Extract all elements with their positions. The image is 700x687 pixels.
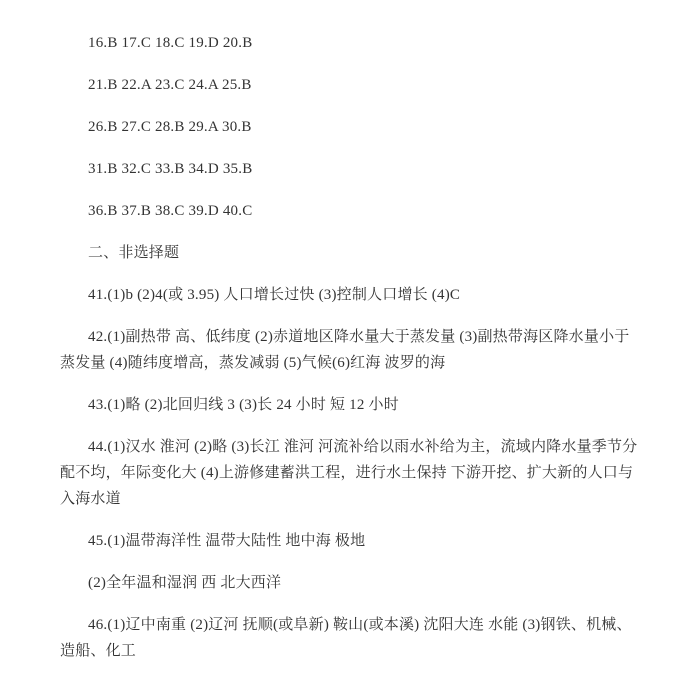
mc-answers-row-16-20: 16.B 17.C 18.C 19.D 20.B bbox=[88, 35, 253, 51]
answer-paragraph-43: 43.(1)略 (2)北回归线 3 (3)长 24 小时 短 12 小时 bbox=[88, 397, 399, 413]
answer-paragraph-46: 46.(1)辽中南重 (2)辽河 抚顺(或阜新) 鞍山(或本溪) 沈阳大连 水能 (3)钢铁、机械、造船、化工 bbox=[60, 617, 632, 659]
answer-paragraph-45-part1: 45.(1)温带海洋性 温带大陆性 地中海 极地 bbox=[88, 533, 366, 549]
answer-paragraph-44: 44.(1)汉水 淮河 (2)略 (3)长江 淮河 河流补给以雨水补给为主，流域内降水量季节分配不均，年际变化大 (4)上游修建蓄洪工程，进行水土保持 下游开挖、扩大新的人口与入海水道 bbox=[60, 439, 638, 507]
mc-answers-row-21-25: 21.B 22.A 23.C 24.A 25.B bbox=[88, 77, 252, 93]
mc-answers-row-36-40: 36.B 37.B 38.C 39.D 40.C bbox=[88, 203, 253, 219]
section-heading-non-choice: 二、非选择题 bbox=[88, 245, 180, 261]
mc-answers-row-31-35: 31.B 32.C 33.B 34.D 35.B bbox=[88, 161, 253, 177]
answer-paragraph-45-part2: (2)全年温和湿润 西 北大西洋 bbox=[88, 575, 282, 591]
answer-paragraph-41: 41.(1)b (2)4(或 3.95) 人口增长过快 (3)控制人口增长 (4)C bbox=[88, 287, 461, 303]
mc-answers-row-26-30: 26.B 27.C 28.B 29.A 30.B bbox=[88, 119, 252, 135]
answer-paragraph-42: 42.(1)副热带 高、低纬度 (2)赤道地区降水量大于蒸发量 (3)副热带海区降水量小于蒸发量 (4)随纬度增高，蒸发减弱 (5)气候(6)红海 波罗的海 bbox=[60, 329, 630, 371]
